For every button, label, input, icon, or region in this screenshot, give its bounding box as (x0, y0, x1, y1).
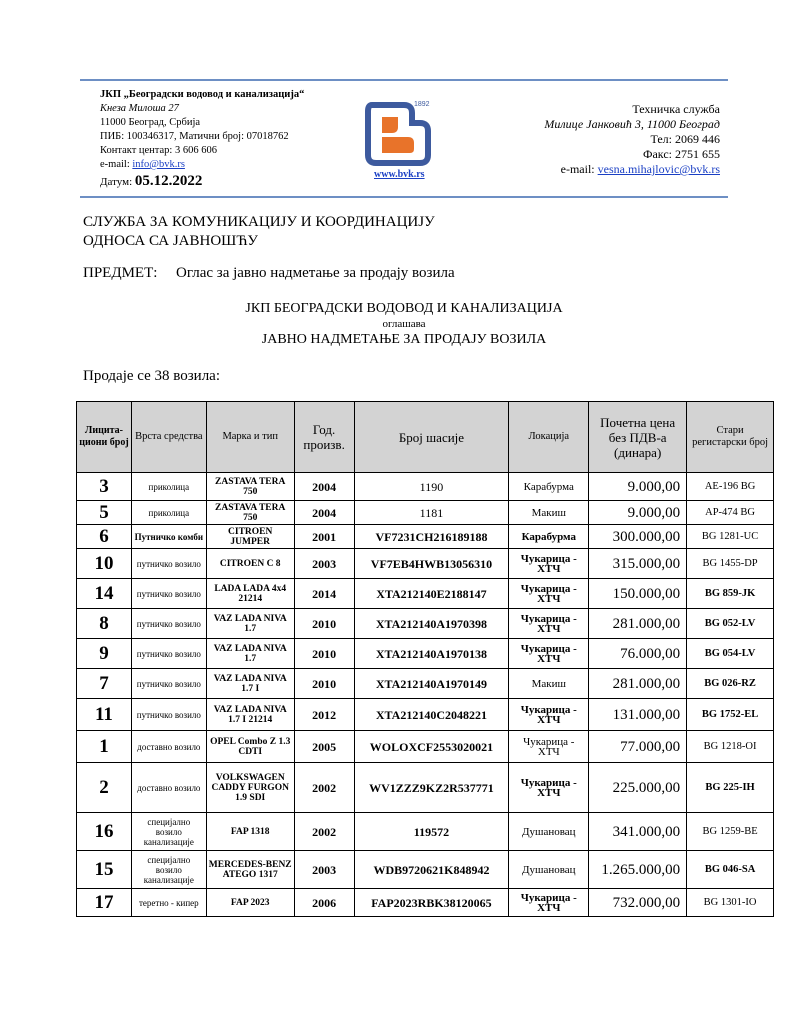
header-top-rule (80, 79, 728, 81)
chassis-cell: VF7EB4HWB13056310 (354, 549, 509, 579)
chassis-cell: FAP2023RBK38120065 (354, 889, 509, 917)
chassis-cell: XTA212140A1970138 (354, 639, 509, 669)
chassis-cell: WV1ZZZ9KZ2R537771 (354, 763, 509, 813)
make-cell: VAZ LADA NIVA 1.7 I (206, 669, 294, 699)
reg-cell: BG 1301-IO (687, 889, 774, 917)
department-line-1: СЛУЖБА ЗА КОМУНИКАЦИЈУ И КООРДИНАЦИЈУ (83, 214, 435, 230)
price-cell: 281.000,00 (589, 609, 687, 639)
header-location: Локација (509, 402, 589, 473)
lot-cell: 8 (77, 609, 132, 639)
type-cell: Путничко комби (131, 525, 206, 549)
location-cell: Чукарица - ХТЧ (509, 731, 589, 763)
year-cell: 2005 (294, 731, 354, 763)
chassis-cell: XTA212140C2048221 (354, 699, 509, 731)
reg-cell: BG 859-JK (687, 579, 774, 609)
price-cell: 341.000,00 (589, 813, 687, 851)
right-email-link[interactable]: vesna.mihajlovic@bvk.rs (597, 162, 720, 176)
type-cell: путничко возило (131, 699, 206, 731)
lot-cell: 7 (77, 669, 132, 699)
org-contact-center: Контакт центар: 3 606 606 (100, 145, 217, 156)
make-cell: VAZ LADA NIVA 1.7 (206, 609, 294, 639)
subject-line (83, 265, 455, 282)
announcement-line-1: ЈКП БЕОГРАДСКИ ВОДОВОД И КАНАЛИЗАЦИЈА (245, 301, 563, 316)
location-cell: Душановац (509, 851, 589, 889)
lot-cell: 3 (77, 473, 132, 501)
org-name: ЈКП „Београдски водовод и канализација“ (100, 89, 305, 100)
reg-cell: BG 1218-OI (687, 731, 774, 763)
type-cell: путничко возило (131, 549, 206, 579)
header-price: Почетна цена без ПДВ-а (динара) (589, 402, 687, 473)
table-row (77, 609, 774, 639)
price-cell: 300.000,00 (589, 525, 687, 549)
make-cell: ZASTAVA TERA 750 (206, 501, 294, 525)
year-cell: 2010 (294, 639, 354, 669)
type-cell: теретно - кипер (131, 889, 206, 917)
table-row (77, 851, 774, 889)
reg-cell: AE-196 BG (687, 473, 774, 501)
location-cell: Чукарица - ХТЧ (509, 639, 589, 669)
chassis-cell: 1190 (354, 473, 509, 501)
year-cell: 2012 (294, 699, 354, 731)
reg-cell: AP-474 BG (687, 501, 774, 525)
chassis-cell: WOLOXCF2553020021 (354, 731, 509, 763)
logo-website-link[interactable]: www.bvk.rs (374, 169, 425, 180)
table-row (77, 731, 774, 763)
chassis-cell: VF7231CH216189188 (354, 525, 509, 549)
price-cell: 9.000,00 (589, 501, 687, 525)
table-row (77, 669, 774, 699)
header-lot: Лицита-циони број (77, 402, 132, 473)
make-cell: LADA LADA 4x4 21214 (206, 579, 294, 609)
make-cell: VAZ LADA NIVA 1.7 (206, 639, 294, 669)
type-cell: путничко возило (131, 579, 206, 609)
header-make: Марка и тип (206, 402, 294, 473)
right-tel: Тел: 2069 446 (650, 132, 720, 146)
location-cell: Чукарица - ХТЧ (509, 763, 589, 813)
header-year: Год. произв. (294, 402, 354, 473)
price-cell: 225.000,00 (589, 763, 687, 813)
year-cell: 2004 (294, 473, 354, 501)
location-cell: Чукарица - ХТЧ (509, 549, 589, 579)
org-email-label: e-mail: (100, 159, 133, 170)
lot-cell: 5 (77, 501, 132, 525)
type-cell: приколица (131, 501, 206, 525)
price-cell: 150.000,00 (589, 579, 687, 609)
price-cell: 76.000,00 (589, 639, 687, 669)
location-cell: Чукарица - ХТЧ (509, 699, 589, 731)
type-cell: путничко возило (131, 609, 206, 639)
reg-cell: BG 1455-DP (687, 549, 774, 579)
announcement-block (80, 300, 728, 348)
price-cell: 77.000,00 (589, 731, 687, 763)
department-heading (83, 213, 435, 251)
make-cell: VOLKSWAGEN CADDY FURGON 1.9 SDI (206, 763, 294, 813)
year-cell: 2003 (294, 549, 354, 579)
location-cell: Карабурма (509, 525, 589, 549)
lot-cell: 1 (77, 731, 132, 763)
reg-cell: BG 052-LV (687, 609, 774, 639)
price-cell: 732.000,00 (589, 889, 687, 917)
year-cell: 2004 (294, 501, 354, 525)
location-cell: Макиш (509, 669, 589, 699)
chassis-cell: 1181 (354, 501, 509, 525)
lot-cell: 2 (77, 763, 132, 813)
vehicles-table (76, 401, 774, 917)
header-type: Врста средства (131, 402, 206, 473)
right-fax: Факс: 2751 655 (643, 147, 720, 161)
chassis-cell: XTA212140A1970398 (354, 609, 509, 639)
announcement-line-3: ЈАВНО НАДМЕТАЊЕ ЗА ПРОДАЈУ ВОЗИЛА (261, 332, 547, 347)
date-row (100, 174, 360, 189)
location-cell: Карабурма (509, 473, 589, 501)
lot-cell: 9 (77, 639, 132, 669)
type-cell: специјално возило канализације (131, 813, 206, 851)
price-cell: 131.000,00 (589, 699, 687, 731)
type-cell: путничко возило (131, 669, 206, 699)
right-address: Милице Јанковић 3, 11000 Београд (544, 117, 720, 131)
subject-label: ПРЕДМЕТ: (83, 265, 158, 281)
header-chassis: Број шасије (354, 402, 509, 473)
table-row (77, 699, 774, 731)
lot-cell: 15 (77, 851, 132, 889)
type-cell: специјално возило канализације (131, 851, 206, 889)
table-row (77, 639, 774, 669)
reg-cell: BG 225-IH (687, 763, 774, 813)
date-label: Датум: (100, 176, 135, 188)
lot-cell: 6 (77, 525, 132, 549)
year-cell: 2003 (294, 851, 354, 889)
table-row (77, 473, 774, 501)
make-cell: FAP 1318 (206, 813, 294, 851)
lot-cell: 14 (77, 579, 132, 609)
org-street: Кнеза Милоша 27 (100, 103, 179, 114)
make-cell: ZASTAVA TERA 750 (206, 473, 294, 501)
lot-cell: 16 (77, 813, 132, 851)
logo-year: 1892 (414, 101, 430, 108)
make-cell: FAP 2023 (206, 889, 294, 917)
type-cell: доставно возило (131, 731, 206, 763)
location-cell: Чукарица - ХТЧ (509, 609, 589, 639)
chassis-cell: WDB9720621K848942 (354, 851, 509, 889)
table-row (77, 813, 774, 851)
document-date: 05.12.2022 (134, 173, 203, 189)
year-cell: 2006 (294, 889, 354, 917)
org-tax-ids: ПИБ: 100346317, Матични број: 07018762 (100, 131, 289, 142)
table-row (77, 763, 774, 813)
reg-cell: BG 1752-EL (687, 699, 774, 731)
price-cell: 9.000,00 (589, 473, 687, 501)
lot-cell: 10 (77, 549, 132, 579)
chassis-cell: 119572 (354, 813, 509, 851)
reg-cell: BG 054-LV (687, 639, 774, 669)
table-row (77, 525, 774, 549)
make-cell: CITROEN C 8 (206, 549, 294, 579)
org-city: 11000 Београд, Србија (100, 117, 201, 128)
price-cell: 281.000,00 (589, 669, 687, 699)
make-cell: VAZ LADA NIVA 1.7 I 21214 (206, 699, 294, 731)
header-left-block (100, 88, 360, 189)
table-row (77, 579, 774, 609)
table-row (77, 549, 774, 579)
location-cell: Чукарица - ХТЧ (509, 579, 589, 609)
right-email-row (420, 162, 720, 177)
location-cell: Душановац (509, 813, 589, 851)
right-email-label: e-mail: (560, 162, 598, 176)
vehicles-count-text: Продаје се 38 возила: (83, 368, 221, 384)
location-cell: Макиш (509, 501, 589, 525)
header-right-block (420, 102, 720, 177)
year-cell: 2002 (294, 813, 354, 851)
reg-cell: BG 046-SA (687, 851, 774, 889)
table-row (77, 501, 774, 525)
make-cell: MERCEDES-BENZ ATEGO 1317 (206, 851, 294, 889)
price-cell: 1.265.000,00 (589, 851, 687, 889)
org-email-row (100, 158, 360, 172)
type-cell: путничко возило (131, 639, 206, 669)
year-cell: 2001 (294, 525, 354, 549)
announcement-line-2: оглашава (382, 318, 426, 330)
make-cell: OPEL Combo Z 1.3 CDTI (206, 731, 294, 763)
header-reg: Стари регистарски број (687, 402, 774, 473)
org-email-link[interactable]: info@bvk.rs (132, 159, 185, 170)
reg-cell: BG 1259-BE (687, 813, 774, 851)
year-cell: 2014 (294, 579, 354, 609)
lot-cell: 17 (77, 889, 132, 917)
subject-text: Оглас за јавно надметање за продају возила (176, 265, 455, 281)
year-cell: 2010 (294, 669, 354, 699)
reg-cell: BG 026-RZ (687, 669, 774, 699)
table-row (77, 889, 774, 917)
year-cell: 2002 (294, 763, 354, 813)
chassis-cell: XTA212140A1970149 (354, 669, 509, 699)
year-cell: 2010 (294, 609, 354, 639)
chassis-cell: XTA212140E2188147 (354, 579, 509, 609)
make-cell: CITROEN JUMPER (206, 525, 294, 549)
reg-cell: BG 1281-UC (687, 525, 774, 549)
location-cell: Чукарица - ХТЧ (509, 889, 589, 917)
header-bottom-rule (80, 196, 728, 198)
right-dept: Техничка служба (632, 102, 720, 116)
type-cell: доставно возило (131, 763, 206, 813)
table-header-row (77, 402, 774, 473)
department-line-2: ОДНОСА СА ЈАВНОШЋУ (83, 233, 259, 249)
lot-cell: 11 (77, 699, 132, 731)
price-cell: 315.000,00 (589, 549, 687, 579)
type-cell: приколица (131, 473, 206, 501)
